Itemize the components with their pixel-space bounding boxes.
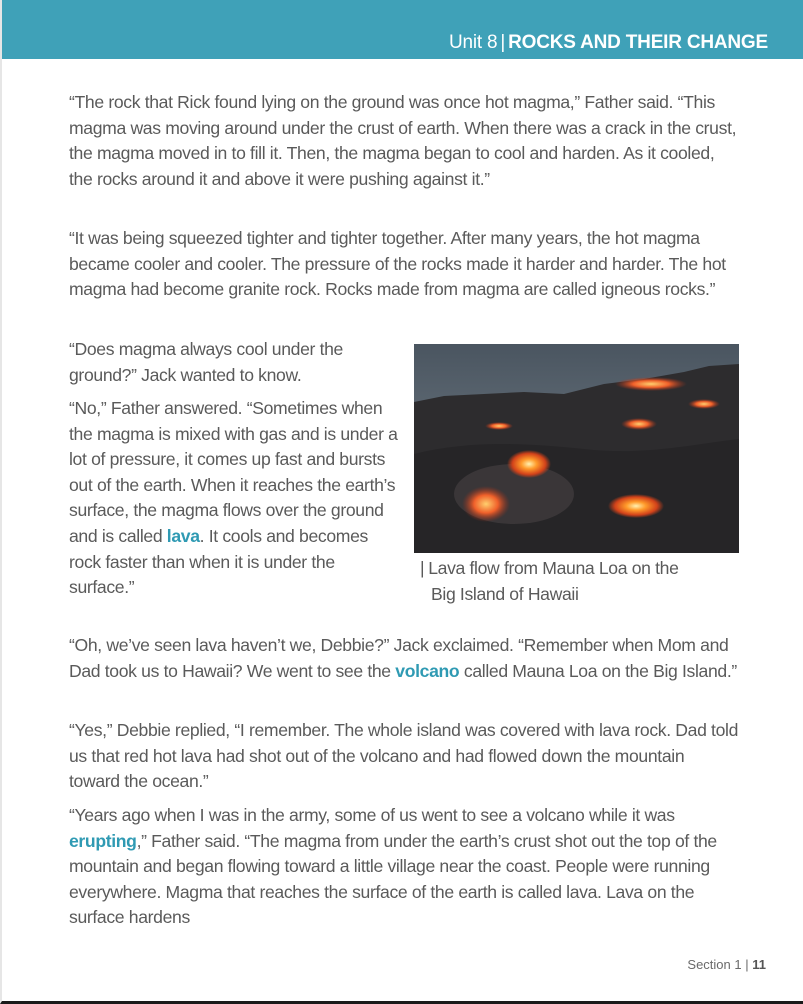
footer-separator: |: [745, 957, 749, 972]
lava-glow: [485, 422, 513, 430]
caption-bar: |: [420, 558, 425, 578]
paragraph-4-text: [69, 396, 399, 601]
text-run: “Oh, we’ve seen lava haven’t we, Debbie?” Jack exclaimed. “Remember when Mom and Dad took us to Hawaii? We went to see the: [69, 635, 729, 681]
paragraph-7-text: [69, 803, 739, 931]
lava-glow: [507, 450, 551, 478]
figure-caption: [420, 556, 740, 607]
paragraph-2-text: “It was being squeezed tighter and tighter together. After many years, the hot magma became cooler and cooler. The pressure of the rocks made it harder and harder. The hot magma had become granite rock. Rocks made from magma are called igneous rocks.”: [69, 228, 726, 300]
vocab-word-lava: lava: [166, 525, 200, 546]
text-run: “Years ago when I was in the army, some of us went to see a volcano while it was: [69, 805, 675, 825]
lava-photo-illustration: [414, 344, 739, 553]
text-run: “No,” Father answered. “Sometimes when the magma is mixed with gas and is under a lot of pressure, it comes up fast and bursts out of the earth. When it reaches the earth’s surface, the magma flows over the ground and is called: [69, 398, 398, 546]
paragraph-5: [69, 633, 739, 684]
lava-glow: [608, 494, 664, 518]
lava-glow: [621, 418, 657, 430]
text-run: . It cools and becomes rock faster than when it is under the surface.”: [69, 525, 368, 598]
lava-glow: [688, 399, 720, 409]
paragraph-2: [69, 226, 739, 303]
text-run: called Mauna Loa on the Big Island.”: [459, 660, 737, 681]
paragraph-6-text: “Yes,” Debbie replied, “I remember. The whole island was covered with lava rock. Dad told us that red hot lava had shot out of the volcano and had flowed down the mountain toward the ocean.”: [69, 720, 739, 792]
unit-header-band: [2, 0, 803, 59]
paragraph-1: [69, 90, 739, 192]
page-footer: [687, 957, 766, 972]
lava-glow: [462, 486, 510, 522]
paragraph-6: [69, 718, 739, 795]
vocab-word-volcano: volcano: [395, 660, 460, 681]
vocab-word-erupting: erupting: [69, 830, 137, 851]
paragraph-3-text: “Does magma always cool under the ground?” Jack wanted to know.: [69, 339, 343, 385]
paragraph-5-text: [69, 633, 739, 684]
paragraph-4: [69, 396, 399, 601]
header-separator: |: [500, 32, 506, 53]
section-label: Section 1: [687, 957, 742, 972]
caption-line-1: Lava flow from Mauna Loa on the: [428, 558, 679, 578]
lava-flow-photo: [414, 344, 739, 553]
lava-glow: [615, 377, 687, 391]
unit-label: Unit 8: [448, 32, 498, 53]
unit-header-title: [449, 32, 768, 54]
caption-line-2: Big Island of Hawaii: [431, 583, 579, 604]
paragraph-1-text: “The rock that Rick found lying on the ground was once hot magma,” Father said. “This magma was moving around under the crust of earth. When there was a crack in the crust, the magma moved in to fill it. Then, the magma began to cool and harden. As it cooled, the rocks around it and above it were pushing against it.”: [69, 92, 737, 189]
paragraph-7: [69, 803, 739, 931]
paragraph-3: [69, 337, 399, 388]
page-number: 11: [752, 957, 766, 972]
unit-topic: ROCKS AND THEIR CHANGE: [508, 32, 768, 53]
text-run: ,” Father said. “The magma from under the earth’s crust shot out the top of the mountain and began flowing toward a little village near the coast. People were running everywhere. Magma that reaches the surface of the earth is called lava. Lava on the surface hardens: [69, 830, 717, 928]
